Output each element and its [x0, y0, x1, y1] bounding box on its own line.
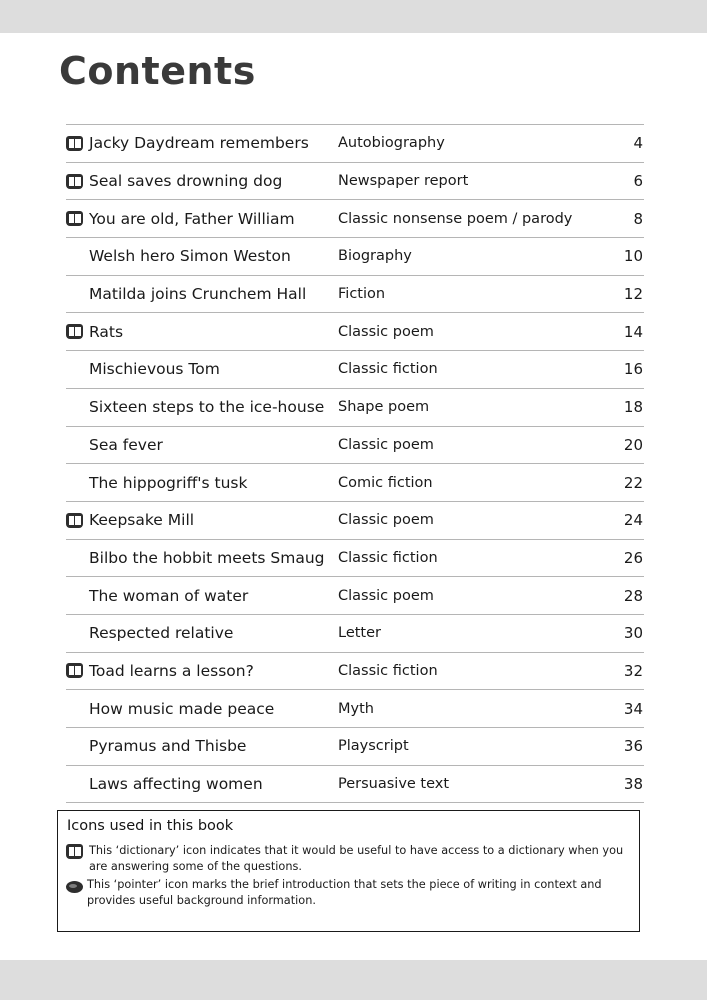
legend-item-text: This ‘dictionary’ icon indicates that it would be useful to have access to a dictionary when you are answering some of the questions.	[89, 844, 624, 873]
table-row[interactable]	[66, 200, 644, 237]
table-row[interactable]	[66, 728, 644, 765]
toc-entry-title: Pyramus and Thisbe	[89, 737, 247, 756]
toc-entry-page-number: 22	[623, 473, 643, 492]
toc-entry-title-cell	[66, 398, 338, 416]
dictionary-icon	[66, 513, 83, 528]
toc-entry-type: Classic poem	[338, 512, 434, 529]
legend-box	[57, 810, 640, 932]
toc-entry-title: Sixteen steps to the ice-house	[89, 398, 325, 417]
table-row[interactable]	[66, 690, 644, 727]
toc-entry-title: Laws affecting women	[89, 775, 263, 794]
toc-entry-title: Mischievous Tom	[89, 360, 220, 379]
toc-entry-title: The woman of water	[89, 586, 249, 605]
toc-entry-type: Classic poem	[338, 323, 434, 340]
toc-entry-page-number: 28	[623, 586, 643, 605]
toc-entry-page-number: 8	[633, 209, 643, 228]
toc-entry-title: The hippogriff's tusk	[89, 473, 248, 492]
toc-entry-title-cell	[66, 511, 338, 529]
table-row[interactable]	[66, 502, 644, 539]
table-row[interactable]	[66, 125, 644, 162]
toc-entry-type: Playscript	[338, 738, 409, 755]
toc-entry-type: Shape poem	[338, 399, 430, 416]
dictionary-icon	[66, 844, 83, 859]
toc-entry-title: Respected relative	[89, 624, 234, 643]
toc-entry-title: Welsh hero Simon Weston	[89, 247, 291, 266]
toc-rule	[66, 802, 644, 803]
toc-entry-title: Seal saves drowning dog	[89, 172, 283, 191]
toc-entry-title-cell	[66, 436, 338, 454]
toc-entry-type: Fiction	[338, 286, 386, 303]
toc-entry-title-cell	[66, 775, 338, 793]
toc-entry-page-number: 20	[623, 435, 643, 454]
toc-entry-title-cell	[66, 587, 338, 605]
table-row[interactable]	[66, 351, 644, 388]
toc-entry-type: Classic poem	[338, 436, 434, 453]
table-row[interactable]	[66, 766, 644, 803]
legend-icon-wrapper	[66, 843, 89, 863]
toc-entry-title-cell	[66, 700, 338, 718]
toc-entry-type: Letter	[338, 625, 381, 642]
toc-entry-title: Sea fever	[89, 435, 163, 454]
table-row[interactable]	[66, 615, 644, 652]
toc-entry-title: Matilda joins Crunchem Hall	[89, 285, 307, 304]
legend-heading: Icons used in this book	[67, 818, 234, 834]
table-row[interactable]	[66, 464, 644, 501]
table-row[interactable]	[66, 238, 644, 275]
toc-entry-title: Bilbo the hobbit meets Smaug	[89, 548, 325, 567]
table-of-contents	[66, 124, 644, 803]
toc-entry-page-number: 6	[633, 172, 643, 191]
table-row[interactable]	[66, 163, 644, 200]
toc-entry-title: Jacky Daydream remembers	[89, 134, 309, 153]
toc-entry-title-cell	[66, 474, 338, 492]
toc-entry-type: Classic nonsense poem / parody	[338, 210, 573, 227]
table-row[interactable]	[66, 276, 644, 313]
legend-item-text: This ‘pointer’ icon marks the brief introduction that sets the piece of writing in context and provides useful background information.	[87, 878, 602, 907]
toc-entry-title-cell	[66, 549, 338, 567]
toc-entry-page-number: 32	[623, 661, 643, 680]
toc-entry-type: Persuasive text	[338, 776, 450, 793]
toc-entry-title-cell	[66, 624, 338, 642]
toc-entry-page-number: 36	[623, 737, 643, 756]
page-title: Contents	[59, 49, 256, 93]
toc-entry-title: Toad learns a lesson?	[89, 661, 254, 680]
top-margin-band	[0, 0, 707, 33]
dictionary-icon	[66, 324, 83, 339]
dictionary-icon	[66, 663, 83, 678]
toc-entry-page-number: 30	[623, 624, 643, 643]
toc-entry-title: Rats	[89, 322, 124, 341]
legend-item-list	[66, 843, 632, 911]
toc-entry-title-cell	[66, 134, 338, 152]
table-row[interactable]	[66, 577, 644, 614]
toc-entry-type: Myth	[338, 700, 374, 717]
table-row[interactable]	[66, 389, 644, 426]
toc-entry-type: Autobiography	[338, 135, 445, 152]
toc-entry-page-number: 18	[623, 398, 643, 417]
toc-entry-type: Newspaper report	[338, 173, 469, 190]
legend-item	[66, 877, 632, 909]
bottom-margin-band	[0, 960, 707, 1000]
table-row[interactable]	[66, 540, 644, 577]
dictionary-icon	[66, 174, 83, 189]
legend-item	[66, 843, 632, 875]
dictionary-icon	[66, 136, 83, 151]
toc-entry-type: Biography	[338, 248, 412, 265]
toc-entry-title: Keepsake Mill	[89, 511, 195, 530]
pointer-icon	[66, 881, 83, 893]
table-row[interactable]	[66, 313, 644, 350]
toc-entry-title-cell	[66, 172, 338, 190]
toc-entry-page-number: 16	[623, 360, 643, 379]
toc-entry-title-cell	[66, 285, 338, 303]
toc-entry-title-cell	[66, 737, 338, 755]
toc-entry-title: How music made peace	[89, 699, 275, 718]
toc-entry-page-number: 10	[623, 247, 643, 266]
toc-entry-page-number: 26	[623, 548, 643, 567]
legend-icon-wrapper	[66, 877, 87, 897]
table-row[interactable]	[66, 653, 644, 690]
toc-entry-title-cell	[66, 323, 338, 341]
toc-entry-page-number: 24	[623, 511, 643, 530]
toc-entry-type: Classic fiction	[338, 662, 438, 679]
toc-entry-title-cell	[66, 360, 338, 378]
toc-entry-page-number: 14	[623, 322, 643, 341]
toc-entry-type: Classic fiction	[338, 549, 438, 566]
toc-entry-title: You are old, Father William	[89, 209, 295, 228]
toc-entry-page-number: 34	[623, 699, 643, 718]
book-page	[0, 33, 707, 960]
dictionary-icon	[66, 211, 83, 226]
toc-entry-title-cell	[66, 210, 338, 228]
toc-entry-type: Comic fiction	[338, 474, 433, 491]
table-row[interactable]	[66, 427, 644, 464]
toc-entry-page-number: 38	[623, 775, 643, 794]
toc-entry-type: Classic fiction	[338, 361, 438, 378]
toc-entry-title-cell	[66, 662, 338, 680]
toc-entry-page-number: 12	[623, 285, 643, 304]
toc-entry-title-cell	[66, 247, 338, 265]
toc-entry-page-number: 4	[633, 134, 643, 153]
toc-entry-type: Classic poem	[338, 587, 434, 604]
